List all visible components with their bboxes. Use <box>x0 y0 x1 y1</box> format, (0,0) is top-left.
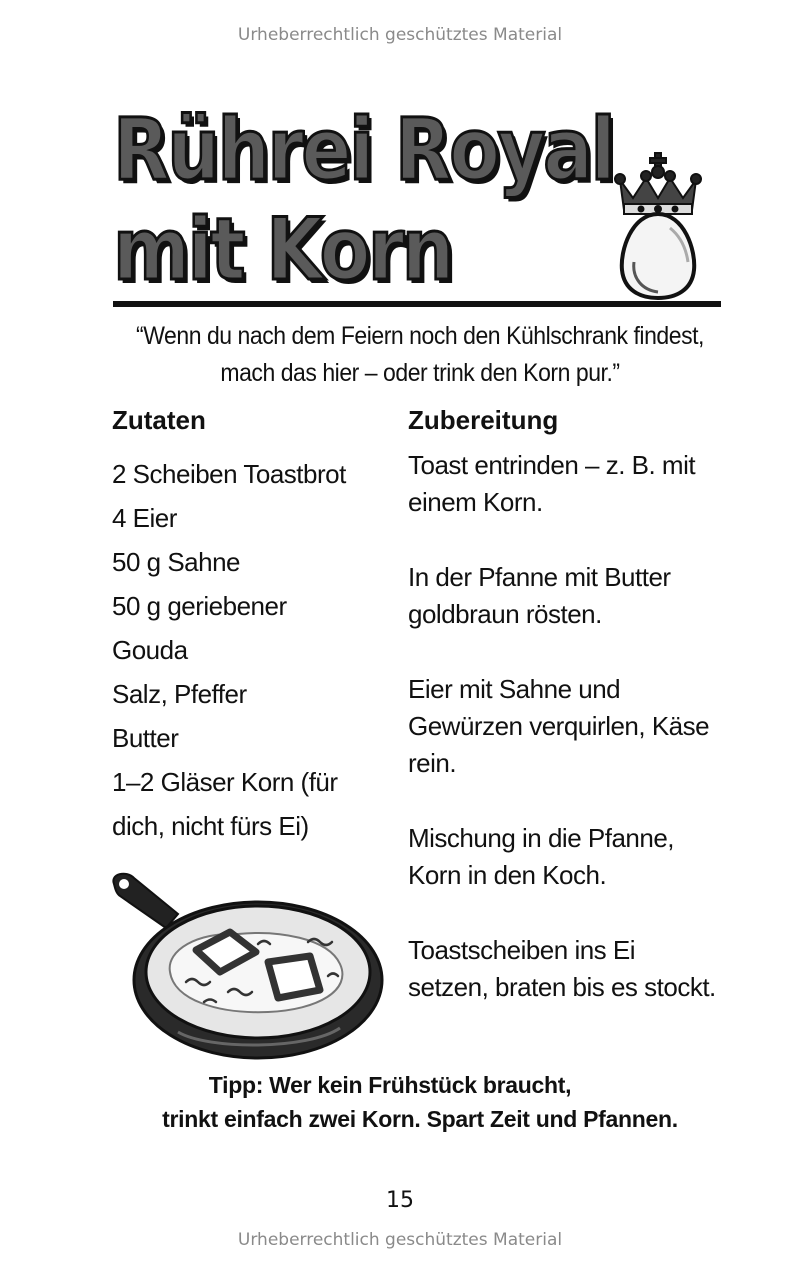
watermark-bottom: Urheberrechtlich geschütztes Material <box>237 1230 563 1250</box>
ingredient-item: Butter <box>112 723 179 753</box>
ingredient-item: 2 Scheiben Toastbrot <box>112 459 346 489</box>
ingredient-list <box>112 452 382 848</box>
preparation-step: Toast entrinden – z. B. mit einem Korn. <box>408 450 696 517</box>
preparation-step: In der Pfanne mit Butter goldbraun rösten. <box>408 562 671 629</box>
preparation-step: Mischung in die Pfanne, Korn in den Koch. <box>408 823 675 890</box>
preparation-heading: Zubereitung <box>408 405 559 435</box>
ingredient-item: 50 g Sahne <box>112 547 241 577</box>
crowned-egg-icon <box>608 150 718 300</box>
preparation-steps <box>408 447 738 1044</box>
ingredients-heading: Zutaten <box>112 405 206 435</box>
tip-line-1: Tipp: Wer kein Frühstück braucht, <box>208 1072 572 1098</box>
watermark-top: Urheberrechtlich geschütztes Material <box>237 25 563 45</box>
page-number: 15 <box>386 1188 414 1213</box>
ingredient-item: 4 Eier <box>112 503 177 533</box>
recipe-tip <box>120 1068 720 1136</box>
ingredient-item: Salz, Pfeffer <box>112 679 247 709</box>
preparation-step: Toastscheiben ins Ei setzen, braten bis es stockt. <box>408 935 716 1002</box>
ingredient-item: 50 g geriebener Gouda <box>112 591 287 665</box>
tip-line-2: trinkt einfach zwei Korn. Spart Zeit und Pfannen. <box>162 1106 678 1132</box>
title-divider <box>113 301 721 307</box>
preparation-step: Eier mit Sahne und Gewürzen verquirlen, Käse rein. <box>408 674 710 778</box>
title-line-1: Rührei Royal <box>113 100 614 200</box>
recipe-title <box>113 100 613 300</box>
title-line-2: mit Korn <box>113 200 452 300</box>
ingredient-item: 1–2 Gläser Korn (für dich, nicht fürs Ei) <box>112 767 338 841</box>
recipe-quote: “Wenn du nach dem Feiern noch den Kühlschrank findest, mach das hier – oder trink den Korn pur.” <box>136 322 704 387</box>
frying-pan-icon <box>108 872 388 1062</box>
